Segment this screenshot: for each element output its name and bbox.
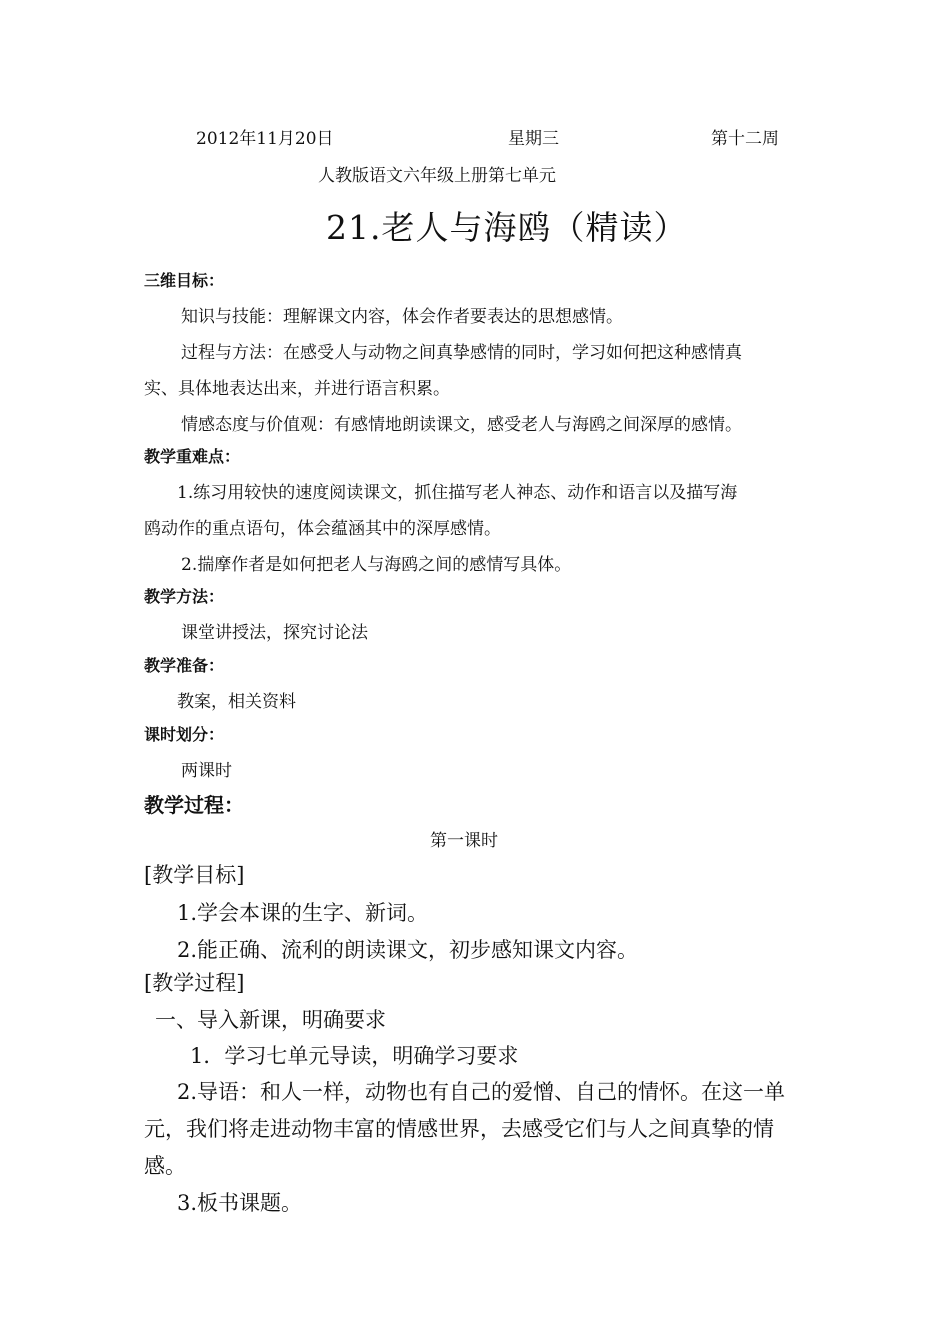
- method-heading: 教学方法：: [144, 587, 225, 606]
- step-1-item-2-line2: 元，我们将走进动物丰富的情感世界，去感受它们与人之间真挚的情: [144, 1117, 774, 1141]
- unit-subtitle: 人教版语文六年级上册第七单元: [318, 166, 556, 186]
- lesson-one-title: 第一课时: [430, 831, 498, 851]
- process-heading: 教学过程：: [144, 793, 244, 817]
- teaching-goal-2: 2.能正确、流利的朗读课文，初步感知课文内容。: [177, 938, 639, 962]
- method-text: 课堂讲授法，探究讨论法: [181, 623, 368, 643]
- prep-heading: 教学准备：: [144, 656, 225, 675]
- step-1-item-3: 3.板书课题。: [177, 1191, 303, 1215]
- weekday-text: 星期三: [508, 129, 559, 149]
- key-points-heading: 教学重难点：: [144, 447, 241, 466]
- key-point-1-line1: 1.练习用较快的速度阅读课文，抓住描写老人神态、动作和语言以及描写海: [177, 483, 738, 503]
- date-text: 2012年11月20日: [196, 129, 334, 149]
- key-point-2: 2.揣摩作者是如何把老人与海鸥之间的感情写具体。: [181, 555, 572, 575]
- periods-text: 两课时: [181, 761, 232, 781]
- week-text: 第十二周: [711, 129, 779, 149]
- key-point-1-line2: 鸥动作的重点语句，体会蕴涵其中的深厚感情。: [144, 519, 501, 539]
- prep-text: 教案，相关资料: [177, 692, 296, 712]
- goal-knowledge: 知识与技能：理解课文内容，体会作者要表达的思想感情。: [181, 307, 623, 327]
- page-title: 21.老人与海鸥（精读）: [326, 208, 688, 247]
- teaching-goal-1: 1.学会本课的生字、新词。: [177, 901, 429, 925]
- teaching-goal-label: [教学目标]: [144, 863, 245, 887]
- step-1-item-2-line3: 感。: [144, 1154, 186, 1178]
- periods-heading: 课时划分：: [144, 725, 225, 744]
- goal-emotion: 情感态度与价值观：有感情地朗读课文，感受老人与海鸥之间深厚的感情。: [181, 415, 742, 435]
- goal-process-line1: 过程与方法：在感受人与动物之间真挚感情的同时，学习如何把这种感情真: [181, 343, 742, 363]
- teaching-process-label: [教学过程]: [144, 971, 245, 995]
- step-1-title: 一、导入新课，明确要求: [155, 1008, 386, 1032]
- step-1-item-1: 1．学习七单元导读，明确学习要求: [190, 1044, 519, 1068]
- goals-heading: 三维目标：: [144, 271, 225, 290]
- step-1-item-2-line1: 2.导语：和人一样，动物也有自己的爱憎、自己的情怀。在这一单: [177, 1080, 786, 1104]
- goal-process-line2: 实、具体地表达出来，并进行语言积累。: [144, 379, 450, 399]
